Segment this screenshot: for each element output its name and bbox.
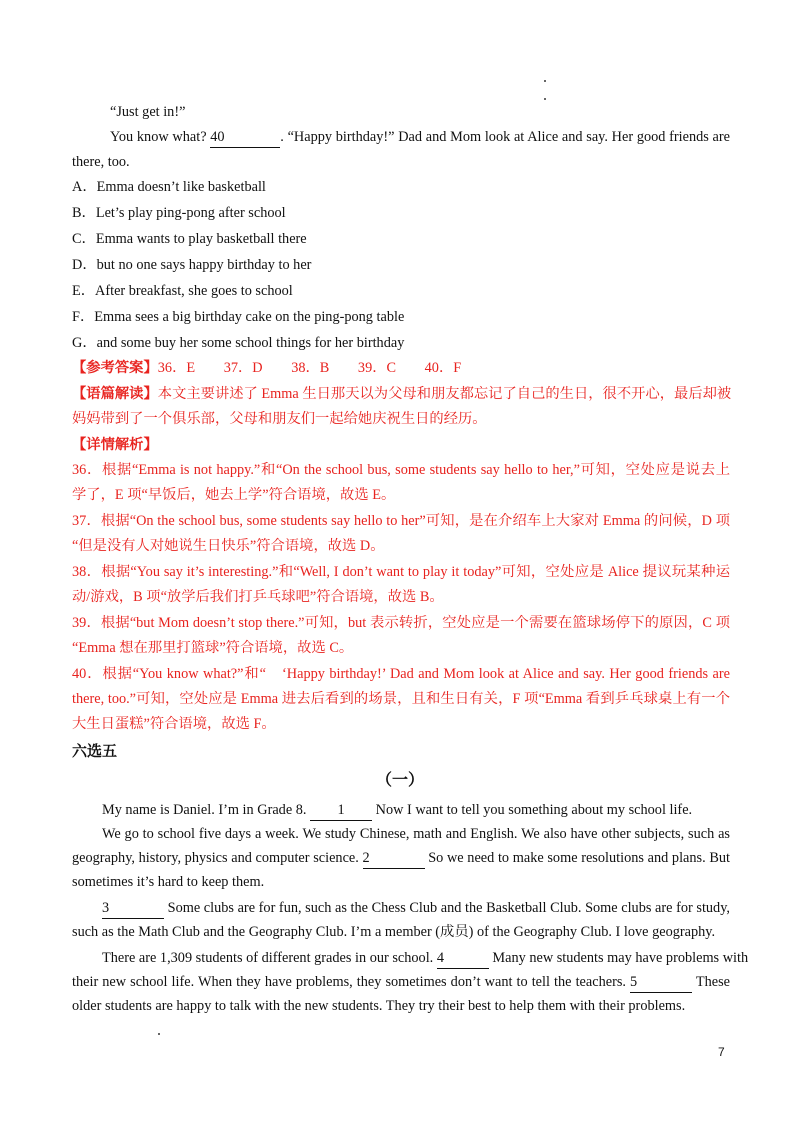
passage-line: their new school life. When they have problems, they sometimes don’t want to tell the teachers. 5 These — [72, 972, 730, 993]
option-d: D．but no one says happy birthday to her — [72, 257, 312, 273]
blank-4: 4 — [437, 948, 489, 969]
explanation-38: 38．根据“You say it’s interesting.”和“Well, I don’t want to play it today”可知，空处应是 Alice 提议玩某种运 — [72, 564, 730, 580]
blank-40: 40 — [210, 127, 280, 148]
detail-label: 【详情解析】 — [72, 437, 158, 453]
passage-line: My name is Daniel. I’m in Grade 8. 1 Now I want to tell you something about my school life. — [102, 800, 730, 821]
summary-line: 妈妈带到了一个俱乐部，父母和朋友们一起给她庆祝生日的经历。 — [72, 411, 487, 427]
blank-3: 3 — [102, 898, 164, 919]
explanation-40: 40．根据“You know what?”和“ ‘Happy birthday!’ Dad and Mom look at Alice and say. Her good friends are — [72, 666, 730, 682]
passage-line: There are 1,309 students of different grades in our school. 4 Many new students may have problems with — [102, 948, 730, 969]
speck — [158, 1033, 160, 1035]
explanation-40: there, too.”可知，空处应是 Emma 进去后看到的场景，且和生日有关，F 项“Emma 看到乒乓球桌上有一个 — [72, 691, 730, 707]
passage-line: 3 Some clubs are for fun, such as the Chess Club and the Basketball Club. Some clubs are for study, — [102, 898, 730, 919]
passage-line: sometimes it’s hard to keep them. — [72, 874, 265, 890]
explanation-39: 39．根据“but Mom doesn’t stop there.”可知，but 表示转折，空处应是一个需要在篮球场停下的原因，C 项 — [72, 615, 730, 631]
explanation-37: “但是没有人对她说生日快乐”符合语境，故选 D。 — [72, 538, 385, 554]
passage-line: there, too. — [72, 154, 130, 170]
option-b: B．Let’s play ping-pong after school — [72, 205, 286, 221]
option-a: A．Emma doesn’t like basketball — [72, 179, 266, 195]
sub-title: （一） — [375, 772, 424, 789]
passage-line: We go to school five days a week. We study Chinese, math and English. We also have other subjects, such as — [102, 826, 730, 842]
passage-line: geography, history, physics and computer science. 2 So we need to make some resolutions and plans. But — [72, 848, 730, 869]
passage-line: such as the Math Club and the Geography Club. I’m a member (成员) of the Geography Club. I love geography. — [72, 924, 716, 940]
explanation-38: 动/游戏，B 项“放学后我们打乒乓球吧”符合语境，故选 B。 — [72, 589, 444, 605]
option-g: G．and some buy her some school things for her birthday — [72, 335, 405, 351]
explanation-37: 37．根据“On the school bus, some students say hello to her”可知，是在介绍车上大家对 Emma 的问候，D 项 — [72, 513, 730, 529]
blank-2: 2 — [363, 848, 425, 869]
summary-line: 【语篇解读】本文主要讲述了 Emma 生日那天以为父母和朋友都忘记了自己的生日，很不开心，最后却被 — [72, 386, 732, 402]
explanation-36: 学了，E 项“早饭后，她去上学”符合语境，故选 E。 — [72, 487, 396, 503]
passage-line: older students are happy to talk with the new students. They try their best to help them with their problems. — [72, 998, 686, 1014]
explanation-36: 36．根据“Emma is not happy.”和“On the school bus, some students say hello to her,”可知，空处应是说去上 — [72, 462, 730, 478]
option-f: F．Emma sees a big birthday cake on the ping-pong table — [72, 309, 405, 325]
passage-line: You know what? 40 . “Happy birthday!” Dad and Mom look at Alice and say. Her good friends are — [110, 127, 730, 148]
option-e: E．After breakfast, she goes to school — [72, 283, 293, 299]
option-c: C．Emma wants to play basketball there — [72, 231, 307, 247]
blank-1: 1 — [310, 800, 372, 821]
explanation-40: 大生日蛋糕”符合语境，故选 F。 — [72, 716, 276, 732]
page-number: 7 — [718, 1045, 725, 1059]
speck — [544, 80, 546, 82]
explanation-39: “Emma 想在那里打篮球”符合语境，故选 C。 — [72, 640, 354, 656]
answer-key: 【参考答案】36．E 37．D 38．B 39．C 40．F — [72, 360, 462, 376]
passage-line: “Just get in!” — [110, 104, 186, 120]
blank-5: 5 — [630, 972, 692, 993]
speck — [544, 98, 546, 100]
section-title: 六选五 — [72, 744, 118, 760]
